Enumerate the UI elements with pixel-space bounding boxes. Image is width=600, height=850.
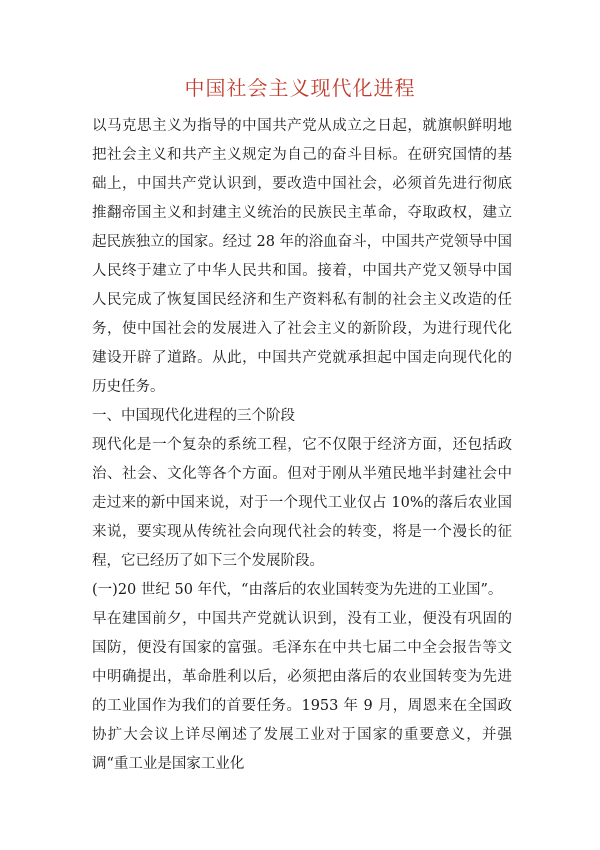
section-heading-1: 一、中国现代化进程的三个阶段 — [92, 408, 295, 424]
paragraph-modernization: 现代化是一个复杂的系统工程，它不仅限于经济方面，还包括政治、社会、文化等各个方面。但对于刚从半殖民地半封建社会中走过来的新中国来说，对于一个现代工业仅占 10%的落后农业国来说，要实现从传统社会向现代社会的转变，将是一个漫长的征程，它已经历了如下三个发展阶段。 — [92, 437, 512, 569]
subsection-heading-1: (一)20 世纪 50 年代，“由落后的农业国转变为先进的工业国”。 — [92, 582, 503, 598]
document-body — [92, 112, 512, 779]
paragraph-intro: 以马克思主义为指导的中国共产党从成立之日起，就旗帜鲜明地把社会主义和共产主义规定为自己的奋斗目标。在研究国情的基础上，中国共产党认识到，要改造中国社会，必须首先进行彻底推翻帝国主义和封建主义统治的民族民主革命，夺取政权，建立起民族独立的国家。经过 28 年的浴血奋斗，中国共产党领导中国人民终于建立了中华人民共和国。接着，中国共产党又领导中国人民完成了恢复国民经济和生产资料私有制的社会主义改造的任务，使中国社会的发展进入了社会主义的新阶段，为进行现代化建设开辟了道路。从此，中国共产党就承担起中国走向现代化的历史任务。 — [92, 118, 512, 395]
paragraph-industrialization: 早在建国前夕，中国共产党就认识到，没有工业，便没有巩固的国防，便没有国家的富强。毛泽东在中共七届二中全会报告等文中明确提出，革命胜利以后，必须把由落后的农业国转变为先进的工业国作为我们的首要任务。1953 年 9 月，周恩来在全国政协扩大会议上详尽阐述了发展工业对于国家的重要意义，并强调“重工业是国家工业化 — [92, 611, 512, 772]
document-title: 中国社会主义现代化进程 — [184, 76, 416, 100]
